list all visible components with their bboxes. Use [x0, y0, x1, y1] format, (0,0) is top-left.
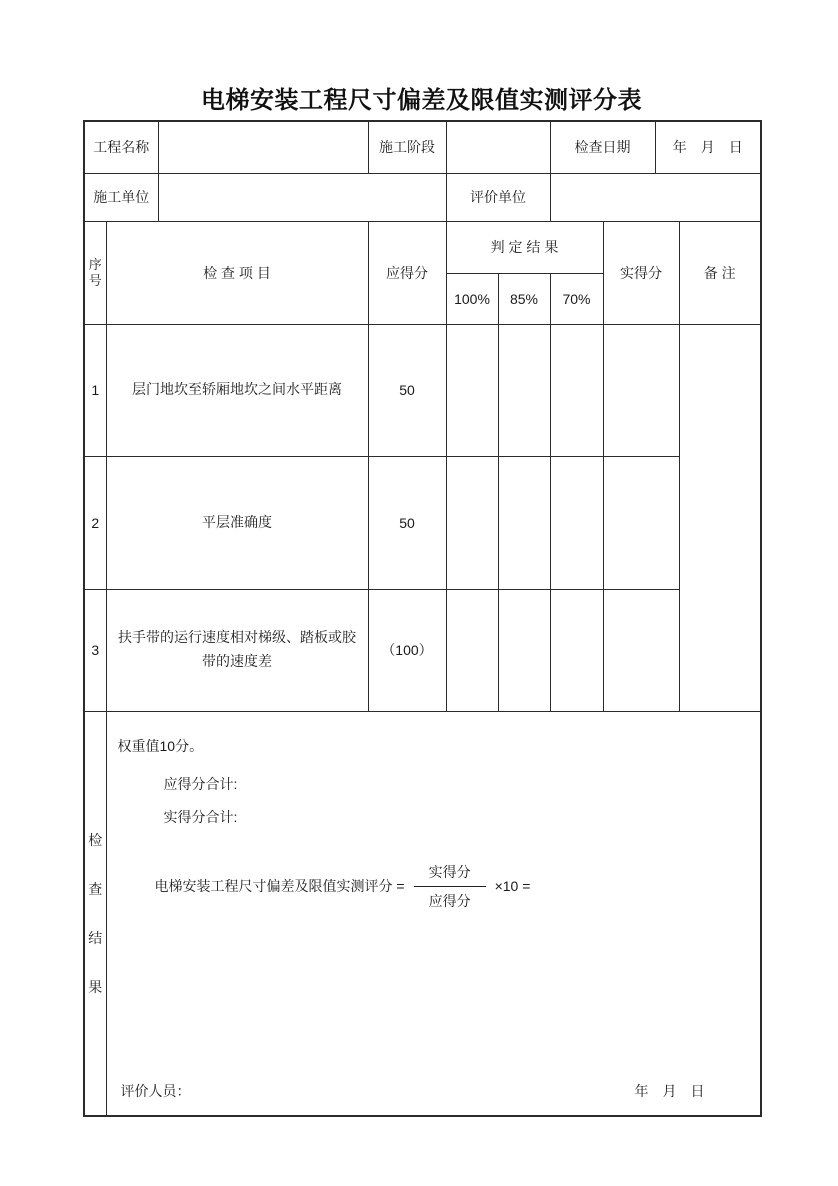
evaluator-label: 评价人员： [120, 1082, 191, 1099]
result-label-char-4: 果 [88, 978, 103, 995]
result-section-content [106, 711, 761, 1116]
result-label-char-3: 结 [88, 929, 103, 946]
row-actual-score [603, 589, 679, 711]
row-item: 层门地坎至轿厢地坎之间水平距离 [106, 324, 368, 456]
formula-prefix: 电梯安装工程尺寸偏差及限值实测评分 = [154, 878, 405, 894]
weight-note: 权重值10分。 [117, 737, 204, 754]
header-row-1 [84, 221, 761, 273]
row-result-70 [550, 456, 603, 589]
result-label-char-1: 检 [88, 831, 103, 848]
row-result-100 [446, 589, 498, 711]
construction-unit-label: 施工单位 [84, 173, 158, 221]
info-row-a [84, 121, 761, 173]
scoring-form-table [83, 120, 762, 1117]
col-header-judgement-result: 判 定 结 果 [446, 221, 603, 273]
seq-header-char-1: 序 [88, 256, 102, 272]
row-seq: 3 [84, 589, 106, 711]
evaluation-unit-field [550, 173, 761, 221]
evaluation-unit-label: 评价单位 [446, 173, 550, 221]
col-header-remark: 备 注 [679, 221, 761, 324]
construction-stage-label: 施工阶段 [368, 121, 446, 173]
construction-unit-field [158, 173, 446, 221]
row-actual-score [603, 456, 679, 589]
table-row [84, 456, 761, 589]
formula-suffix: ×10 = [494, 878, 531, 894]
col-header-actual-score: 实得分 [603, 221, 679, 324]
result-label-char-2: 查 [88, 880, 103, 897]
col-header-expected-score: 应得分 [368, 221, 446, 324]
row-result-85 [498, 456, 550, 589]
construction-stage-field [446, 121, 550, 173]
row-result-100 [446, 456, 498, 589]
col-header-seq [84, 221, 106, 324]
info-row-b [84, 173, 761, 221]
project-name-label: 工程名称 [84, 121, 158, 173]
row-expected-score: 50 [368, 324, 446, 456]
table-row [84, 589, 761, 711]
row-expected-score: 50 [368, 456, 446, 589]
row-item: 扶手带的运行速度相对梯级、踏板或胶带的速度差 [106, 589, 368, 711]
row-item: 平层准确度 [106, 456, 368, 589]
row-result-70 [550, 589, 603, 711]
actual-total-label: 实得分合计: [163, 808, 238, 825]
score-formula [155, 862, 531, 911]
row-result-85 [498, 324, 550, 456]
result-section-label [84, 711, 106, 1116]
col-header-level-100: 100% [446, 273, 498, 324]
result-section-row [84, 711, 761, 1116]
seq-header-char-2: 号 [88, 272, 102, 288]
col-header-level-70: 70% [550, 273, 603, 324]
check-date-label: 检查日期 [550, 121, 655, 173]
row-result-100 [446, 324, 498, 456]
row-seq: 2 [84, 456, 106, 589]
check-date-value: 年 月 日 [655, 121, 761, 173]
page-title: 电梯安装工程尺寸偏差及限值实测评分表 [201, 87, 642, 114]
project-name-field [158, 121, 368, 173]
result-date-label: 年 月 日 [634, 1082, 705, 1099]
remark-merged-cell [679, 324, 761, 711]
col-header-level-85: 85% [498, 273, 550, 324]
row-actual-score [603, 324, 679, 456]
row-result-85 [498, 589, 550, 711]
col-header-item: 检 查 项 目 [106, 221, 368, 324]
table-row [84, 324, 761, 456]
formula-fraction [414, 862, 486, 911]
formula-denominator: 应得分 [414, 886, 486, 911]
row-expected-score: （100） [368, 589, 446, 711]
formula-numerator: 实得分 [428, 863, 471, 880]
row-seq: 1 [84, 324, 106, 456]
expected-total-label: 应得分合计: [163, 775, 238, 792]
row-result-70 [550, 324, 603, 456]
